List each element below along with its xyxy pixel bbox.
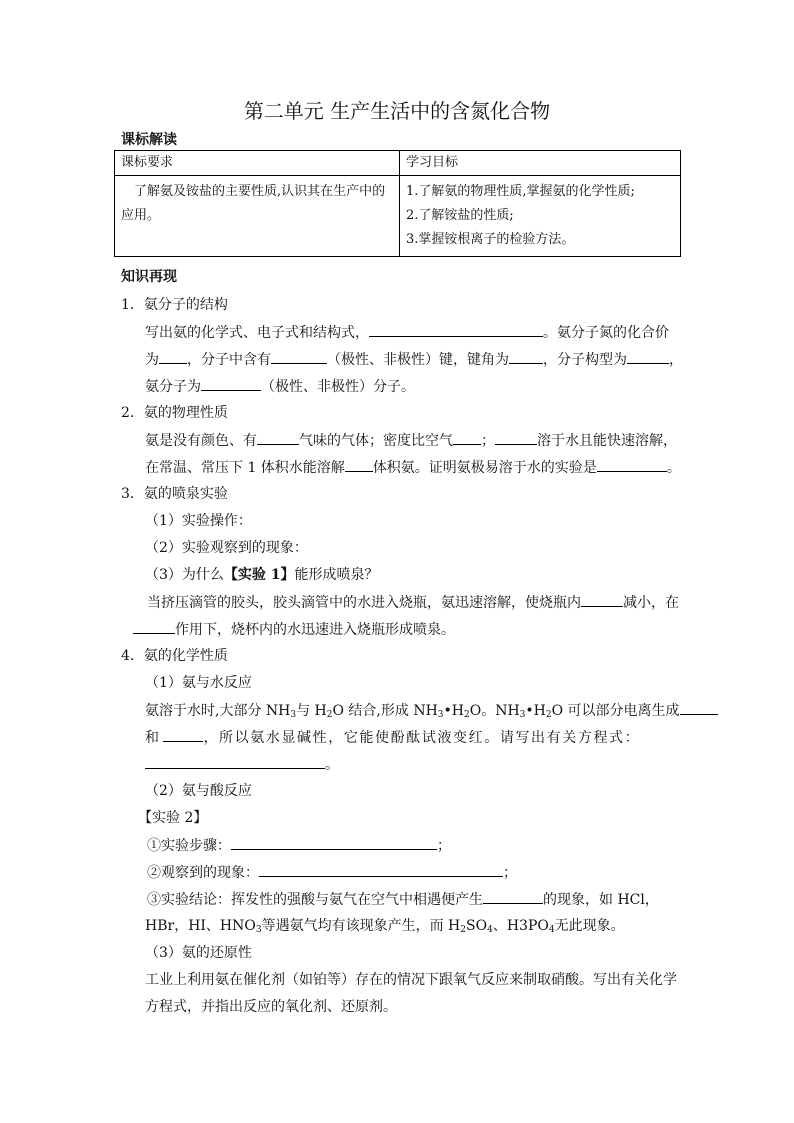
text-line: 和 ，所以氨水显碱性，它能使酚酞试液变红。请写出有关方程式： — [145, 727, 705, 748]
fill-blank[interactable] — [483, 889, 543, 904]
table-cell-requirement: 了解氨及铵盐的主要性质,认识其在生产中的应用。 — [115, 176, 400, 257]
text-line: 氨分子为 （极性、非极性）分子。 — [145, 376, 705, 397]
section-heading-curriculum: 课标解读 — [121, 132, 177, 148]
text-line: 在常温、常压下 1 体积水能溶解 体积氨。证明氨极易溶于水的实验是 。 — [145, 457, 705, 478]
fill-blank[interactable] — [163, 727, 203, 742]
fill-blank[interactable] — [133, 619, 175, 634]
item-heading: 2．氨的物理性质 — [121, 405, 228, 421]
fill-blank[interactable] — [201, 376, 261, 391]
fill-blank[interactable] — [680, 700, 718, 715]
text-line: （1）氨与水反应 — [145, 675, 252, 691]
fill-blank[interactable] — [231, 835, 437, 850]
fill-blank[interactable] — [453, 430, 481, 445]
text-line: ②观察到的现象： ； — [147, 862, 707, 883]
text-line: 。 — [145, 754, 705, 775]
goal-item: 3.掌握铵根离子的检验方法。 — [406, 232, 575, 247]
section-heading-knowledge: 知识再现 — [121, 269, 177, 285]
table-header-requirement: 课标要求 — [115, 151, 400, 176]
fill-blank[interactable] — [369, 322, 543, 337]
fill-blank[interactable] — [581, 592, 623, 607]
text-line: （3）氨的还原性 — [145, 945, 252, 961]
text-line: （1）实验操作： — [145, 513, 252, 529]
text-line: ③实验结论：挥发性的强酸与氨气在空气中相遇便产生 的现象，如 HCl， — [147, 889, 707, 910]
text-line: 氨溶于水时,大部分 $NH_3$与 $H_2O$ 结合,形成 $NH_3•H_2O$。$NH_3•H_2O$ 可以部分电离生成 — [145, 700, 705, 721]
table-header-goals: 学习目标 — [400, 151, 681, 176]
item-heading: 3．氨的喷泉实验 — [121, 486, 228, 502]
fill-blank[interactable] — [509, 349, 543, 364]
fill-blank[interactable] — [597, 457, 667, 472]
goal-item: 1.了解氨的物理性质,掌握氨的化学性质; — [406, 184, 635, 199]
text-line: 当挤压滴管的胶头，胶头滴管中的水进入烧瓶，氨迅速溶解，使烧瓶内 减小，在 — [147, 592, 707, 613]
page-title: 第二单元 生产生活中的含氮化合物 — [243, 99, 551, 123]
fill-blank[interactable] — [271, 349, 327, 364]
table-cell-goals — [400, 176, 681, 257]
text-line: 写出氨的化学式、电子式和结构式， 。氨分子氮的化合价 — [145, 322, 705, 343]
text-line: （2）实验观察到的现象： — [145, 540, 308, 556]
fill-blank[interactable] — [627, 349, 669, 364]
text-line: 为 ，分子中含有 （极性、非极性）键，键角为 ，分子构型为 ， — [145, 349, 705, 370]
text-line: 工业上利用氨在催化剂（如铂等）存在的情况下跟氧气反应来制取硝酸。写出有关化学 — [145, 972, 677, 988]
item-heading: 4．氨的化学性质 — [121, 648, 228, 664]
fill-blank[interactable] — [159, 349, 187, 364]
text-line: （2）氨与酸反应 — [145, 783, 252, 799]
fill-blank[interactable] — [257, 430, 299, 445]
text-line: ①实验步骤： ； — [147, 835, 707, 856]
text-line: 氨是没有颜色、有 气味的气体；密度比空气 ； 溶于水且能快速溶解， — [145, 430, 705, 451]
text-line: 方程式，并指出反应的氧化剂、还原剂。 — [145, 999, 397, 1015]
text-line: 【实验 2】 — [138, 810, 208, 826]
goal-item: 2.了解铵盐的性质; — [406, 208, 514, 223]
text-line: HBr，HI、$HNO_3$等遇氨气均有该现象产生，而 $H_2SO_4$、$H3PO_4$无此现象。 — [145, 918, 625, 935]
fill-blank[interactable] — [495, 430, 537, 445]
item-heading: 1．氨分子的结构 — [121, 297, 228, 313]
fill-blank[interactable] — [259, 862, 503, 877]
text-line: 作用下，烧杯内的水迅速进入烧瓶形成喷泉。 — [133, 619, 693, 640]
fill-blank[interactable] — [145, 754, 325, 769]
curriculum-table — [114, 150, 681, 257]
text-line: （3）为什么【实验 1】能形成喷泉？ — [145, 567, 379, 583]
fill-blank[interactable] — [345, 457, 373, 472]
